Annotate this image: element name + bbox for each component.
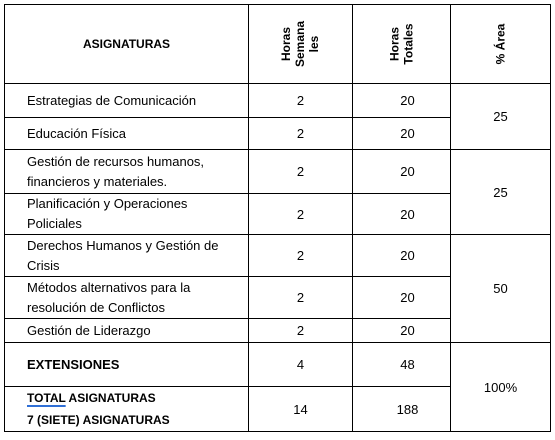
- extensiones-row: [5, 343, 551, 387]
- header-horas-semanales-cell: [249, 5, 353, 84]
- hours-total: 20: [353, 84, 451, 118]
- header-area: % Área: [493, 23, 508, 65]
- total-word: TOTAL: [27, 391, 66, 405]
- subject-name: Estrategias de Comunicación: [5, 84, 249, 118]
- header-horas-totales: Horas Totales: [387, 23, 416, 65]
- hours-weekly: 2: [249, 118, 353, 150]
- table-row: [5, 84, 551, 118]
- hours-total: 48: [353, 343, 451, 387]
- subjects-table: [4, 4, 551, 432]
- header-area-cell: [451, 5, 551, 84]
- hours-weekly: 2: [249, 277, 353, 319]
- hours-total: 20: [353, 235, 451, 277]
- hours-weekly: 2: [249, 84, 353, 118]
- hours-weekly: 2: [249, 194, 353, 235]
- hours-weekly: 4: [249, 343, 353, 387]
- extensiones-label: EXTENSIONES: [5, 343, 249, 387]
- hours-total: 20: [353, 118, 451, 150]
- total-label: [5, 387, 249, 432]
- subject-name: Métodos alternativos para la resolución de Conflictos: [5, 277, 249, 319]
- area-percent: 50: [451, 235, 551, 343]
- total-rest: ASIGNATURAS: [65, 391, 156, 405]
- subject-name: Gestión de Liderazgo: [5, 319, 249, 343]
- hours-weekly: 2: [249, 150, 353, 194]
- hours-total-total: 188: [353, 387, 451, 432]
- area-percent: 25: [451, 84, 551, 150]
- hours-total: 20: [353, 319, 451, 343]
- hours-weekly: 2: [249, 235, 353, 277]
- hours-weekly-total: 14: [249, 387, 353, 432]
- hours-total: 20: [353, 194, 451, 235]
- area-percent-total: 100%: [451, 343, 551, 432]
- header-horas-totales-cell: [353, 5, 451, 84]
- table-row: [5, 235, 551, 277]
- area-percent: 25: [451, 150, 551, 235]
- hours-weekly: 2: [249, 319, 353, 343]
- header-asignaturas: ASIGNATURAS: [5, 5, 249, 84]
- header-horas-semanales: Horas Semana les: [279, 20, 322, 68]
- hours-total: 20: [353, 150, 451, 194]
- total-count: 7 (SIETE) ASIGNATURAS: [27, 413, 170, 427]
- table-row: [5, 150, 551, 194]
- subject-name: Derechos Humanos y Gestión de Crisis: [5, 235, 249, 277]
- hours-total: 20: [353, 277, 451, 319]
- subject-name: Educación Física: [5, 118, 249, 150]
- header-row: [5, 5, 551, 84]
- subject-name: Gestión de recursos humanos, financieros y materiales.: [5, 150, 249, 194]
- subject-name: Planificación y Operaciones Policiales: [5, 194, 249, 235]
